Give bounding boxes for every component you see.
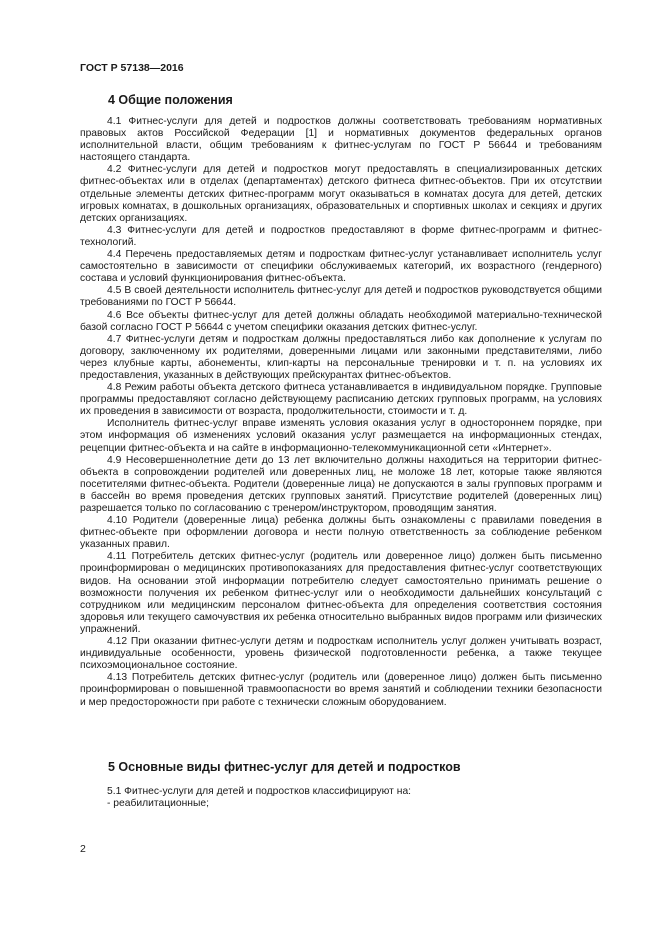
paragraph-4-10: 4.10 Родители (доверенные лица) ребенка должны быть ознакомлены с правилами поведения в фитнес-объекте при оформлении договора и нести полную ответственность за соблюдение ребенком указанных правил.	[80, 515, 602, 551]
paragraph-5-1: 5.1 Фитнес-услуги для детей и подростков классифицируют на:	[107, 786, 412, 797]
paragraph-4-13: 4.13 Потребитель детских фитнес-услуг (родитель или (доверенное лицо) должен быть письменно проинформирован о повышенной травмоопасности во время занятий и соблюдении техники безопасности и мер предосторожности при работе с технически сложным оборудованием.	[80, 672, 602, 708]
paragraph-4-6: 4.6 Все объекты фитнес-услуг для детей должны обладать необходимой материально-технической базой согласно ГОСТ Р 56644 с учетом специфики оказания детских фитнес-услуг.	[80, 309, 602, 333]
paragraph-4-8-cont: Исполнитель фитнес-услуг вправе изменять условия оказания услуг в одностороннем порядке, при этом информация об изменениях условий оказания услуг размещается на информационных стендах, рецепции фитнес-объекта и на сайте в информационно-телекоммуникационной сети «Интернет».	[80, 418, 602, 454]
section-4-body	[80, 116, 602, 709]
section-5-title: 5 Основные виды фитнес-услуг для детей и подростков	[108, 760, 461, 774]
paragraph-4-12: 4.12 При оказании фитнес-услуги детям и подросткам исполнитель услуг должен учитывать возраст, индивидуальные особенности, уровень физической подготовленности ребенка, а также текущее психоэмоциональное состояние.	[80, 636, 602, 672]
paragraph-4-9: 4.9 Несовершеннолетние дети до 13 лет включительно должны находиться на территории фитнес-объекта в сопровождении родителей или доверенных лиц, не моложе 18 лет, которые также являются посетителями фитнес-объекта. Родители (доверенные лица) не допускаются в залы групповых программ и в бассейн во время проведения детских групповых занятий. Присутствие родителей (доверенных лиц) разрешается только по согласованию с тренером/инструктором, проводящим занятия.	[80, 454, 602, 514]
paragraph-4-5: 4.5 В своей деятельности исполнитель фитнес-услуг для детей и подростков руководствуется общими требованиями по ГОСТ Р 56644.	[80, 285, 602, 309]
paragraph-4-11: 4.11 Потребитель детских фитнес-услуг (родитель или доверенное лицо) должен быть письменно проинформирован о медицинских противопоказаниях для предоставления фитнес-услуг соответствующих видов. На основании этой информации потребителю следует самостоятельно принимать решение о возможности получения их ребенком фитнес-услуг или о необходимости дальнейших консультаций с сотрудником или медицинским персоналом фитнес-объекта для определения соответствия состояния здоровья или текущего самочувствия их ребенка относительно выбранных видов программ или физических упражнений.	[80, 551, 602, 635]
paragraph-4-2: 4.2 Фитнес-услуги для детей и подростков могут предоставлять в специализированных детских фитнес-объектах или в отделах (департаментах) детского фитнеса фитнес-объектов. При их отсутствии отдельные элементы детских фитнес-программ могут оказываться в комнатах досуга для детей, детских игровых комнатах, в дошкольных организациях, образовательных и спортивных школах и секциях и других детских организациях.	[80, 164, 602, 224]
paragraph-4-8: 4.8 Режим работы объекта детского фитнеса устанавливается в индивидуальном порядке. Групповые программы предоставляют согласно действующему расписанию детских групповых программ, на условиях их проведения в зависимости от возраста, продолжительности, стоимости и т. д.	[80, 382, 602, 418]
section-5-body	[80, 786, 602, 810]
paragraph-4-1: 4.1 Фитнес-услуги для детей и подростков должны соответствовать требованиям нормативных правовых актов Российской Федерации [1] и нормативных документов федеральных органов исполнительной власти, общим требованиям к фитнес-услугам по ГОСТ Р 56644 и требованиям настоящего стандарта.	[80, 116, 602, 164]
section-4-title: 4 Общие положения	[108, 93, 233, 107]
paragraph-4-7: 4.7 Фитнес-услуги детям и подросткам должны предоставляться либо как дополнение к услугам по договору, заключенному их родителями, доверенными лицами или законными представителями, либо через клубные карты, абонементы, клип-карты на персональные тренировки и т. п. на условиях их предоставления, указанных в действующих прейскурантах фитнес-объектов.	[80, 333, 602, 381]
paragraph-4-3: 4.3 Фитнес-услуги для детей и подростков предоставляют в форме фитнес-программ и фитнес-технологий.	[80, 224, 602, 248]
list-item: - реабилитационные;	[107, 798, 209, 810]
document-header: ГОСТ Р 57138—2016	[80, 62, 184, 74]
paragraph-4-4: 4.4 Перечень предоставляемых детям и подросткам фитнес-услуг устанавливает исполнитель услуг самостоятельно в зависимости от специфики обслуживаемых категорий, их возрастного (гендерного) состава и условий функционирования фитнес-объекта.	[80, 249, 602, 285]
page-number: 2	[80, 843, 86, 855]
